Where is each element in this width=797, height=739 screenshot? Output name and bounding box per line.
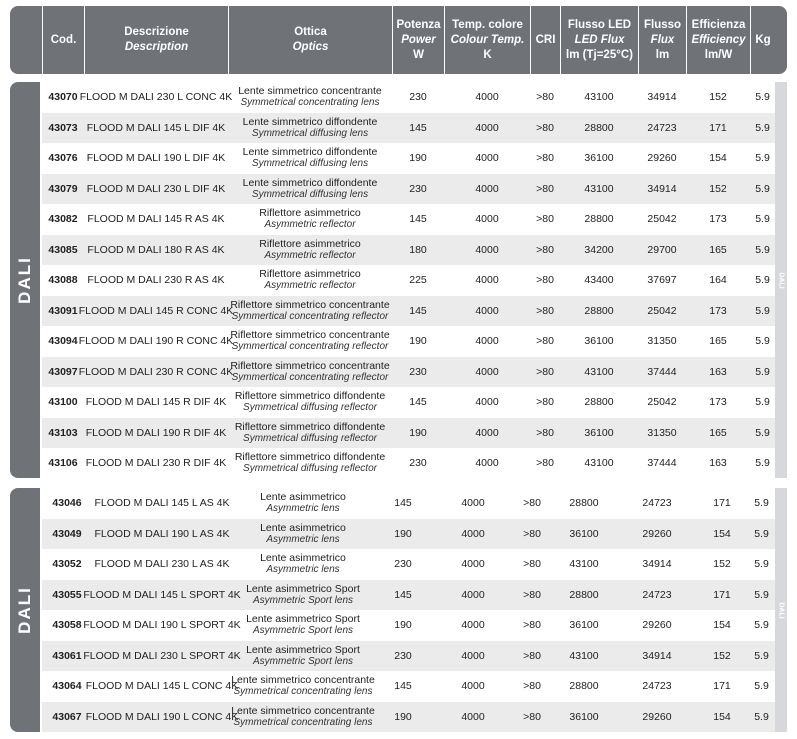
- cell-eff: 173: [709, 304, 727, 317]
- cell-led: 43100: [569, 558, 599, 570]
- cell-w: 145: [394, 497, 412, 509]
- table-row: [42, 448, 775, 478]
- cell-optics: [232, 519, 374, 549]
- cell-desc: FLOOD M DALI 145 R CONC 4K: [78, 304, 234, 317]
- optics-it: Lente asimmetrico Sport: [246, 613, 360, 625]
- cell-flux: 37697: [647, 274, 677, 286]
- optics-it: Lente simmetrico diffondente: [242, 146, 378, 158]
- section2-side-label: DALI: [15, 586, 35, 634]
- cell-desc: FLOOD M DALI 145 R AS 4K: [87, 213, 225, 225]
- cell-w: 230: [409, 91, 427, 103]
- optics-it: Lente simmetrico diffondente: [242, 115, 378, 128]
- cell-led: 28800: [584, 213, 614, 225]
- cell-cod: 43061: [52, 649, 82, 662]
- cell-cri: >80: [523, 649, 541, 662]
- optics-it: Riflettore simmetrico diffondente: [234, 390, 386, 402]
- header-description: Descrizione Description: [84, 6, 228, 74]
- cell-optics: [232, 610, 374, 640]
- cell-led: 28800: [569, 497, 599, 509]
- optics-it: Lente asimmetrico: [260, 521, 346, 534]
- cell-cri: >80: [536, 396, 554, 408]
- cell-flux: 29260: [642, 710, 672, 723]
- cell-cri: >80: [536, 365, 554, 378]
- optics-it: Lente simmetrico diffondente: [242, 176, 378, 189]
- cell-cri: >80: [536, 243, 554, 256]
- cell-kg: 5.9: [755, 243, 770, 256]
- cell-cod: 43073: [48, 121, 78, 134]
- table-row: [42, 82, 775, 112]
- table-row: [42, 326, 775, 356]
- table-row: [42, 387, 775, 417]
- cell-optics: [232, 580, 374, 610]
- cell-w: 230: [409, 457, 427, 469]
- cell-cri: >80: [536, 182, 554, 195]
- cell-optics: [228, 265, 392, 295]
- table-row: [42, 296, 775, 326]
- cell-eff: 165: [709, 426, 727, 439]
- cell-cod: 43049: [52, 527, 82, 540]
- section2-right-label: DALI: [777, 601, 785, 619]
- cell-desc: FLOOD M DALI 190 L SPORT 4K: [83, 619, 241, 631]
- cell-eff: 154: [713, 619, 731, 631]
- cell-optics: [228, 387, 392, 417]
- cell-kg: 5.9: [755, 365, 770, 378]
- cell-cri: >80: [523, 619, 541, 631]
- cell-cod: 43094: [48, 335, 78, 347]
- optics-en: Symmetrical diffusing reflector: [243, 463, 377, 474]
- cell-kg: 5.9: [754, 588, 769, 601]
- optics-it: Riflettore simmetrico concentrante: [230, 329, 390, 341]
- cell-k: 4000: [475, 213, 499, 225]
- cell-flux: 37444: [647, 365, 677, 378]
- optics-en: Asymmetric reflector: [264, 249, 356, 261]
- cell-desc: FLOOD M DALI 190 L CONC 4K: [85, 710, 239, 723]
- cell-led: 36100: [569, 619, 599, 631]
- cell-optics: [228, 204, 392, 234]
- header-power: Potenza Power W: [392, 6, 444, 74]
- cell-eff: 152: [709, 182, 727, 195]
- cell-optics: [228, 113, 392, 143]
- cell-eff: 163: [709, 457, 727, 469]
- cell-kg: 5.9: [755, 457, 770, 469]
- cell-w: 230: [394, 649, 412, 662]
- cell-k: 4000: [475, 152, 499, 164]
- section1-side-label: DALI: [15, 256, 35, 304]
- table-row: [42, 610, 775, 640]
- optics-it: Riflettore simmetrico diffondente: [234, 420, 386, 433]
- optics-en: Asymmetric lens: [266, 564, 340, 575]
- cell-k: 4000: [475, 121, 499, 134]
- cell-kg: 5.9: [754, 680, 769, 692]
- optics-en: Asymmetric lens: [266, 533, 340, 545]
- cell-cod: 43082: [48, 213, 78, 225]
- cell-kg: 5.9: [755, 426, 770, 439]
- cell-k: 4000: [461, 680, 485, 692]
- cell-w: 225: [409, 274, 427, 286]
- cell-flux: 34914: [647, 91, 677, 103]
- cell-desc: FLOOD M DALI 145 L DIF 4K: [86, 121, 226, 134]
- optics-it: Lente asimmetrico Sport: [246, 643, 360, 656]
- cell-eff: 152: [713, 649, 731, 662]
- cell-cod: 43070: [48, 91, 78, 103]
- cell-w: 145: [409, 396, 427, 408]
- cell-desc: FLOOD M DALI 190 L DIF 4K: [86, 152, 226, 164]
- cell-w: 145: [409, 121, 427, 134]
- cell-kg: 5.9: [754, 527, 769, 540]
- optics-en: Symmetrical diffusing reflector: [243, 402, 377, 413]
- optics-it: Riflettore asimmetrico: [259, 237, 361, 250]
- cell-cod: 43088: [48, 274, 78, 286]
- table-row: [42, 671, 775, 701]
- cell-k: 4000: [461, 588, 485, 601]
- cell-cri: >80: [523, 527, 541, 540]
- cell-eff: 171: [713, 680, 731, 692]
- cell-cri: >80: [523, 680, 541, 692]
- table-row: [42, 418, 775, 448]
- cell-kg: 5.9: [755, 274, 770, 286]
- table-row: [42, 702, 775, 732]
- table-row: [42, 641, 775, 671]
- cell-cri: >80: [536, 121, 554, 134]
- table-row: [42, 357, 775, 387]
- table-row: [42, 549, 775, 579]
- cell-flux: 25042: [647, 213, 677, 225]
- cell-k: 4000: [461, 710, 485, 723]
- table-row: [42, 174, 775, 204]
- cell-k: 4000: [461, 558, 485, 570]
- cell-k: 4000: [475, 457, 499, 469]
- cell-flux: 31350: [647, 426, 677, 439]
- cell-flux: 37444: [647, 457, 677, 469]
- cell-desc: FLOOD M DALI 190 R DIF 4K: [85, 426, 227, 439]
- cell-led: 43100: [584, 365, 614, 378]
- cell-k: 4000: [475, 274, 499, 286]
- optics-en: Symmetrical concentrating lens: [233, 686, 373, 697]
- cell-kg: 5.9: [754, 649, 769, 662]
- cell-w: 145: [394, 588, 412, 601]
- cell-led: 43100: [569, 649, 599, 662]
- cell-flux: 29260: [647, 152, 677, 164]
- cell-cri: >80: [536, 457, 554, 469]
- cell-optics: [228, 418, 392, 448]
- cell-w: 190: [409, 152, 427, 164]
- cell-cod: 43100: [48, 396, 78, 408]
- cell-kg: 5.9: [755, 335, 770, 347]
- cell-led: 34200: [584, 243, 614, 256]
- optics-it: Riflettore simmetrico diffondente: [234, 451, 386, 463]
- optics-en: Symmertical concentrating reflector: [231, 310, 389, 322]
- cell-eff: 173: [709, 213, 727, 225]
- cell-led: 43100: [584, 182, 614, 195]
- section1-side-band: [10, 82, 40, 478]
- optics-it: Lente simmetrico concentrante: [231, 674, 375, 686]
- cell-cri: >80: [523, 710, 541, 723]
- cell-led: 36100: [584, 152, 614, 164]
- cell-optics: [228, 143, 392, 173]
- cell-flux: 34914: [647, 182, 677, 195]
- cell-flux: 25042: [647, 304, 677, 317]
- cell-eff: 152: [713, 558, 731, 570]
- cell-k: 4000: [475, 335, 499, 347]
- cell-cri: >80: [536, 335, 554, 347]
- cell-eff: 171: [713, 497, 731, 509]
- cell-desc: FLOOD M DALI 230 R DIF 4K: [85, 457, 227, 469]
- cell-k: 4000: [461, 619, 485, 631]
- cell-k: 4000: [475, 91, 499, 103]
- cell-desc: FLOOD M DALI 190 R CONC 4K: [78, 335, 234, 347]
- header-cod: Cod.: [42, 6, 84, 74]
- optics-en: Symmetrical diffusing reflector: [243, 432, 377, 444]
- cell-eff: 164: [709, 274, 727, 286]
- cell-optics: [232, 671, 374, 701]
- cell-led: 43100: [584, 457, 614, 469]
- cell-desc: FLOOD M DALI 230 R AS 4K: [87, 274, 225, 286]
- optics-it: Lente asimmetrico Sport: [246, 582, 360, 595]
- cell-desc: FLOOD M DALI 230 L CONC 4K: [79, 91, 233, 103]
- optics-it: Riflettore asimmetrico: [259, 268, 361, 280]
- cell-w: 190: [409, 335, 427, 347]
- optics-it: Riflettore simmetrico concentrante: [230, 298, 390, 311]
- cell-desc: FLOOD M DALI 230 L DIF 4K: [86, 182, 226, 195]
- optics-en: Asymmetric Sport lens: [252, 625, 354, 636]
- header-cri: CRI: [530, 6, 560, 74]
- cell-flux: 25042: [647, 396, 677, 408]
- cell-optics: [228, 235, 392, 265]
- cell-desc: FLOOD M DALI 190 L AS 4K: [94, 527, 230, 540]
- cell-k: 4000: [475, 182, 499, 195]
- cell-kg: 5.9: [755, 91, 770, 103]
- cell-kg: 5.9: [754, 497, 769, 509]
- cell-cod: 43097: [48, 365, 78, 378]
- cell-eff: 165: [709, 243, 727, 256]
- cell-optics: [228, 296, 392, 326]
- cell-optics: [228, 448, 392, 478]
- cell-desc: FLOOD M DALI 230 L SPORT 4K: [83, 649, 241, 662]
- cell-w: 190: [394, 527, 412, 540]
- cell-flux: 24723: [642, 497, 672, 509]
- cell-optics: [228, 174, 392, 204]
- cell-cod: 43064: [52, 680, 82, 692]
- cell-desc: FLOOD M DALI 230 L AS 4K: [94, 558, 230, 570]
- cell-w: 145: [394, 680, 412, 692]
- cell-optics: [228, 357, 392, 387]
- cell-cod: 43055: [52, 588, 82, 601]
- cell-flux: 24723: [642, 680, 672, 692]
- table-row: [42, 519, 775, 549]
- cell-desc: FLOOD M DALI 230 R CONC 4K: [78, 365, 234, 378]
- cell-led: 28800: [584, 121, 614, 134]
- cell-led: 36100: [584, 335, 614, 347]
- optics-en: Symmetrical concentrating lens: [233, 716, 373, 728]
- cell-led: 43100: [584, 91, 614, 103]
- section2-side-band: [10, 488, 40, 732]
- table-row: [42, 113, 775, 143]
- cell-desc: FLOOD M DALI 145 L CONC 4K: [85, 680, 239, 692]
- cell-kg: 5.9: [755, 304, 770, 317]
- header-efficiency: Efficienza Efficiency lm/W: [686, 6, 750, 74]
- cell-cri: >80: [523, 558, 541, 570]
- cell-flux: 24723: [642, 588, 672, 601]
- cell-kg: 5.9: [755, 152, 770, 164]
- cell-cod: 43076: [48, 152, 78, 164]
- cell-optics: [232, 488, 374, 518]
- cell-eff: 163: [709, 365, 727, 378]
- header-optics: Ottica Optics: [228, 6, 392, 74]
- cell-led: 43400: [584, 274, 614, 286]
- cell-k: 4000: [475, 396, 499, 408]
- header-flux: Flusso Flux lm: [638, 6, 686, 74]
- cell-optics: [228, 82, 392, 112]
- cell-flux: 24723: [647, 121, 677, 134]
- table-row: [42, 235, 775, 265]
- table-row: [42, 580, 775, 610]
- cell-k: 4000: [475, 426, 499, 439]
- cell-w: 190: [394, 710, 412, 723]
- cell-w: 190: [409, 426, 427, 439]
- cell-k: 4000: [461, 649, 485, 662]
- optics-en: Asymmetric reflector: [264, 280, 356, 291]
- cell-eff: 154: [713, 527, 731, 540]
- cell-led: 28800: [569, 588, 599, 601]
- cell-kg: 5.9: [755, 396, 770, 408]
- cell-k: 4000: [475, 365, 499, 378]
- optics-it: Lente simmetrico concentrante: [238, 85, 382, 97]
- cell-w: 230: [394, 558, 412, 570]
- optics-en: Asymmetric Sport lens: [252, 655, 354, 667]
- optics-en: Symmetrical diffusing lens: [251, 127, 369, 139]
- cell-eff: 154: [713, 710, 731, 723]
- optics-it: Lente asimmetrico: [260, 552, 346, 564]
- cell-kg: 5.9: [755, 121, 770, 134]
- table-row: [42, 143, 775, 173]
- cell-kg: 5.9: [755, 182, 770, 195]
- cell-kg: 5.9: [755, 213, 770, 225]
- optics-it: Lente simmetrico concentrante: [231, 704, 375, 717]
- cell-flux: 34914: [642, 558, 672, 570]
- cell-eff: 173: [709, 396, 727, 408]
- cell-cri: >80: [536, 213, 554, 225]
- cell-cri: >80: [536, 274, 554, 286]
- cell-desc: FLOOD M DALI 145 R DIF 4K: [85, 396, 227, 408]
- cell-cod: 43079: [48, 182, 78, 195]
- cell-desc: FLOOD M DALI 145 L SPORT 4K: [83, 588, 241, 601]
- cell-w: 145: [409, 304, 427, 317]
- optics-en: Asymmetric lens: [266, 503, 340, 514]
- optics-it: Riflettore simmetrico concentrante: [230, 359, 390, 372]
- cell-kg: 5.9: [754, 558, 769, 570]
- cell-k: 4000: [461, 527, 485, 540]
- header-colour-temp: Temp. colore Colour Temp. K: [444, 6, 530, 74]
- section1-right-label: DALI: [777, 271, 785, 289]
- cell-eff: 152: [709, 91, 727, 103]
- section2-right-band: [775, 488, 787, 732]
- optics-it: Lente asimmetrico: [260, 491, 346, 503]
- cell-led: 28800: [584, 396, 614, 408]
- cell-flux: 29700: [647, 243, 677, 256]
- optics-it: Riflettore asimmetrico: [259, 207, 361, 219]
- cell-eff: 171: [709, 121, 727, 134]
- cell-flux: 34914: [642, 649, 672, 662]
- cell-led: 36100: [569, 527, 599, 540]
- cell-cod: 43106: [48, 457, 78, 469]
- cell-w: 230: [409, 182, 427, 195]
- header-kg: Kg: [750, 6, 775, 74]
- cell-k: 4000: [475, 304, 499, 317]
- cell-cod: 43085: [48, 243, 78, 256]
- cell-cod: 43052: [52, 558, 82, 570]
- table-row: [42, 204, 775, 234]
- cell-optics: [232, 549, 374, 579]
- cell-optics: [232, 641, 374, 671]
- cell-led: 28800: [584, 304, 614, 317]
- table-row: [42, 488, 775, 518]
- cell-w: 190: [394, 619, 412, 631]
- cell-cri: >80: [523, 497, 541, 509]
- table-row: [42, 265, 775, 295]
- header-led-flux: Flusso LED LED Flux lm (Tj=25°C): [560, 6, 638, 74]
- optics-en: Symmetrical concentrating lens: [240, 97, 380, 108]
- cell-flux: 29260: [642, 527, 672, 540]
- cell-cri: >80: [536, 426, 554, 439]
- cell-cod: 43046: [52, 497, 82, 509]
- cell-w: 180: [409, 243, 427, 256]
- cell-cri: >80: [536, 152, 554, 164]
- cell-cod: 43067: [52, 710, 82, 723]
- cell-cod: 43058: [52, 619, 82, 631]
- cell-desc: FLOOD M DALI 145 L AS 4K: [94, 497, 230, 509]
- section1-right-band: [775, 82, 787, 478]
- cell-desc: FLOOD M DALI 180 R AS 4K: [87, 243, 225, 256]
- optics-en: Asymmetric Sport lens: [252, 594, 354, 606]
- cell-flux: 31350: [647, 335, 677, 347]
- cell-k: 4000: [475, 243, 499, 256]
- cell-kg: 5.9: [754, 710, 769, 723]
- optics-en: Symmetrical diffusing lens: [251, 188, 369, 200]
- cell-optics: [232, 702, 374, 732]
- cell-eff: 165: [709, 335, 727, 347]
- cell-cri: >80: [536, 91, 554, 103]
- cell-kg: 5.9: [754, 619, 769, 631]
- optics-en: Symmertical concentrating reflector: [231, 371, 389, 383]
- cell-flux: 29260: [642, 619, 672, 631]
- cell-led: 36100: [569, 710, 599, 723]
- cell-led: 28800: [569, 680, 599, 692]
- cell-k: 4000: [461, 497, 485, 509]
- optics-en: Asymmetric reflector: [264, 219, 356, 230]
- cell-cod: 43091: [48, 304, 78, 317]
- cell-w: 230: [409, 365, 427, 378]
- cell-cod: 43103: [48, 426, 78, 439]
- cell-cri: >80: [536, 304, 554, 317]
- cell-cri: >80: [523, 588, 541, 601]
- optics-en: Symmertical concentrating reflector: [231, 341, 389, 352]
- cell-led: 36100: [584, 426, 614, 439]
- cell-eff: 171: [713, 588, 731, 601]
- optics-en: Symmetrical diffusing lens: [251, 158, 369, 169]
- cell-optics: [228, 326, 392, 356]
- cell-w: 145: [409, 213, 427, 225]
- cell-eff: 154: [709, 152, 727, 164]
